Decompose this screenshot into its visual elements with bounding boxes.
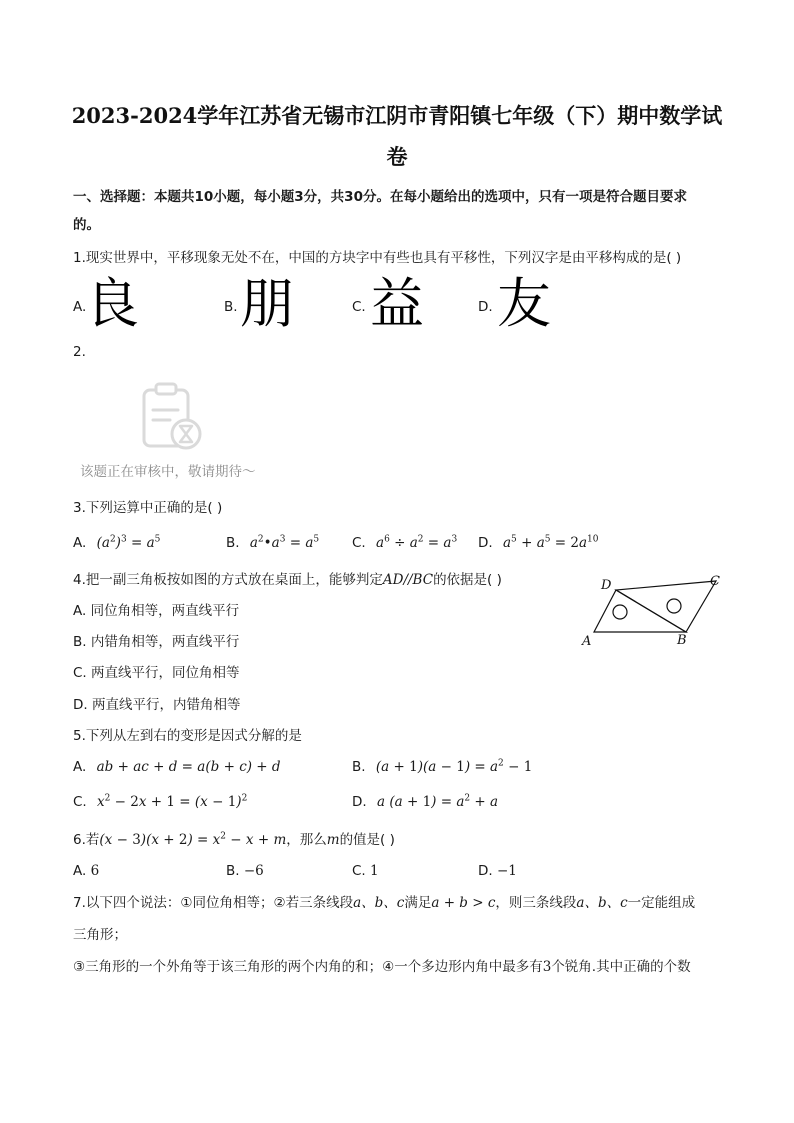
option-d [478,862,517,880]
option-b-expr: $(a + 1)(a - 1) = a^2 - 1$ [375,758,533,775]
option-a-char: 良 [85,272,139,335]
option-a-value: 6 [90,863,100,879]
q6-equation: $(x - 3)(x + 2) = x^2 - x + m$ [99,831,287,848]
q7-line1-b: 满足 [404,895,432,911]
option-b-label: B. [226,863,240,879]
label-b: B [677,633,687,648]
option-a [73,534,160,552]
option-d-label: D. [478,863,493,879]
option-b-label: B. [352,759,366,775]
option-d-value: −1 [496,863,517,879]
question-3-options [73,534,599,554]
question-1-stem: 1.现实世界中，平移现象无处不在，中国的方块字中有些也具有平移性，下列汉字是由平移构成的是( ) [73,250,682,266]
question-5-option-d [352,793,498,811]
option-b-value: −6 [243,863,264,879]
q7-vars-2: a、b、c [576,895,628,911]
option-b-label: B. [224,299,238,315]
question-7-line-3 [73,958,691,976]
option-d [478,534,599,552]
q7-line1-c: ，则三条线段 [495,895,577,911]
q6-stem-mid: ，那么 [286,832,327,848]
option-c-label: C. [352,299,366,315]
question-5-stem: 5.下列从左到右的变形是因式分解的是 [73,728,302,744]
question-1-options [73,274,593,338]
option-c [352,862,379,880]
option-c-label: C. [73,794,87,810]
option-b-expr: $a^2•a^3 = a^5$ [249,534,320,551]
label-a: A [582,634,592,649]
question-4-option-c: C. 两直线平行，同位角相等 [73,665,240,681]
question-7-line-1 [73,894,695,912]
option-c-expr: $x^2 - 2x + 1 = (x - 1)^2$ [97,793,248,810]
option-b [226,534,319,552]
option-a-expr: $(a^2)^3 = a^5$ [96,534,161,551]
q7-line3-b: 个锐角.其中正确的个数 [551,959,691,975]
clipboard-hourglass-icon [136,380,208,452]
review-pending-text: 该题正在审核中，敬请期待～ [80,464,256,480]
q4-stem-before: 4.把一副三角板按如图的方式放在桌面上，能够判定 [73,572,383,588]
q7-condition: a + b > c [431,895,496,911]
triangle-boards-figure [576,568,726,650]
q6-stem-before: 6.若 [73,832,100,848]
option-a [73,862,99,880]
circle-right [667,599,681,613]
q6-stem-after: 的值是( ) [339,832,395,848]
option-b-label: B. [226,535,240,551]
question-4-stem [73,571,502,589]
q7-line3-a: ③三角形的一个外角等于该三角形的两个内角的和；④一个多边形内角中最多有 [73,959,543,975]
circle-left [613,605,627,619]
option-c [352,534,457,552]
q7-line1-d: 一定能组成 [627,895,696,911]
q7-vars: a、b、c [353,895,405,911]
option-c-expr: $a^6 \div a^2 = a^3$ [376,534,458,551]
label-d: D [601,578,612,593]
page-title-line-2: 卷 [386,144,408,169]
question-6-stem [73,831,395,849]
section-heading-line-1: 一、选择题：本题共10小题，每小题3分，共30分。在每小题给出的选项中，只有一项是符合题目要求 [73,189,687,205]
label-c: C [710,574,720,589]
option-a-label: A. [73,299,87,315]
q7-line1-a: 7.以下四个说法：①同位角相等；②若三条线段 [73,895,354,911]
option-d-char: 友 [497,272,551,335]
option-c-char: 益 [370,272,424,335]
option-b [226,862,264,880]
option-c-label: C. [352,863,366,879]
option-a-label: A. [73,535,87,551]
q7-line3-num: 3 [542,959,552,975]
page-title-line-1: 2023-2024学年江苏省无锡市江阴市青阳镇七年级（下）期中数学试 [71,103,723,128]
question-3-stem: 3.下列运算中正确的是( ) [73,500,223,516]
option-c-value: 1 [370,863,379,879]
question-5-option-b [352,758,532,776]
q4-stem-after: 的依据是( ) [433,572,502,588]
triangle-dbc [616,581,716,632]
option-a-label: A. [73,759,87,775]
question-4-option-b: B. 内错角相等，两直线平行 [73,634,240,650]
question-5-option-a [73,758,281,776]
option-b-char: 朋 [240,272,294,335]
question-5-option-c [73,793,247,811]
option-d-expr: a $(a + 1) = a^2 + a$ [376,793,499,810]
question-4-option-d: D. 两直线平行，内错角相等 [73,697,241,713]
section-heading-line-2: 的。 [73,217,100,233]
question-2-number: 2. [73,344,86,360]
option-d-label: D. [352,794,367,810]
option-c-label: C. [352,535,366,551]
question-7-line-2: 三角形； [73,927,127,943]
question-4-option-a: A. 同位角相等，两直线平行 [73,603,240,619]
triangle-abd [594,590,686,632]
q6-stem-m: m [326,832,340,848]
q4-stem-math: AD//BC [382,572,434,588]
option-a-expr: ab + ac + d = a(b + c) + d [96,759,281,775]
option-d-label: D. [478,299,493,315]
option-d-expr: $a^5 + a^5 = 2a^{10}$ [502,534,599,551]
option-d-label: D. [478,535,493,551]
question-6-options [73,862,593,882]
option-a-label: A. [73,863,87,879]
